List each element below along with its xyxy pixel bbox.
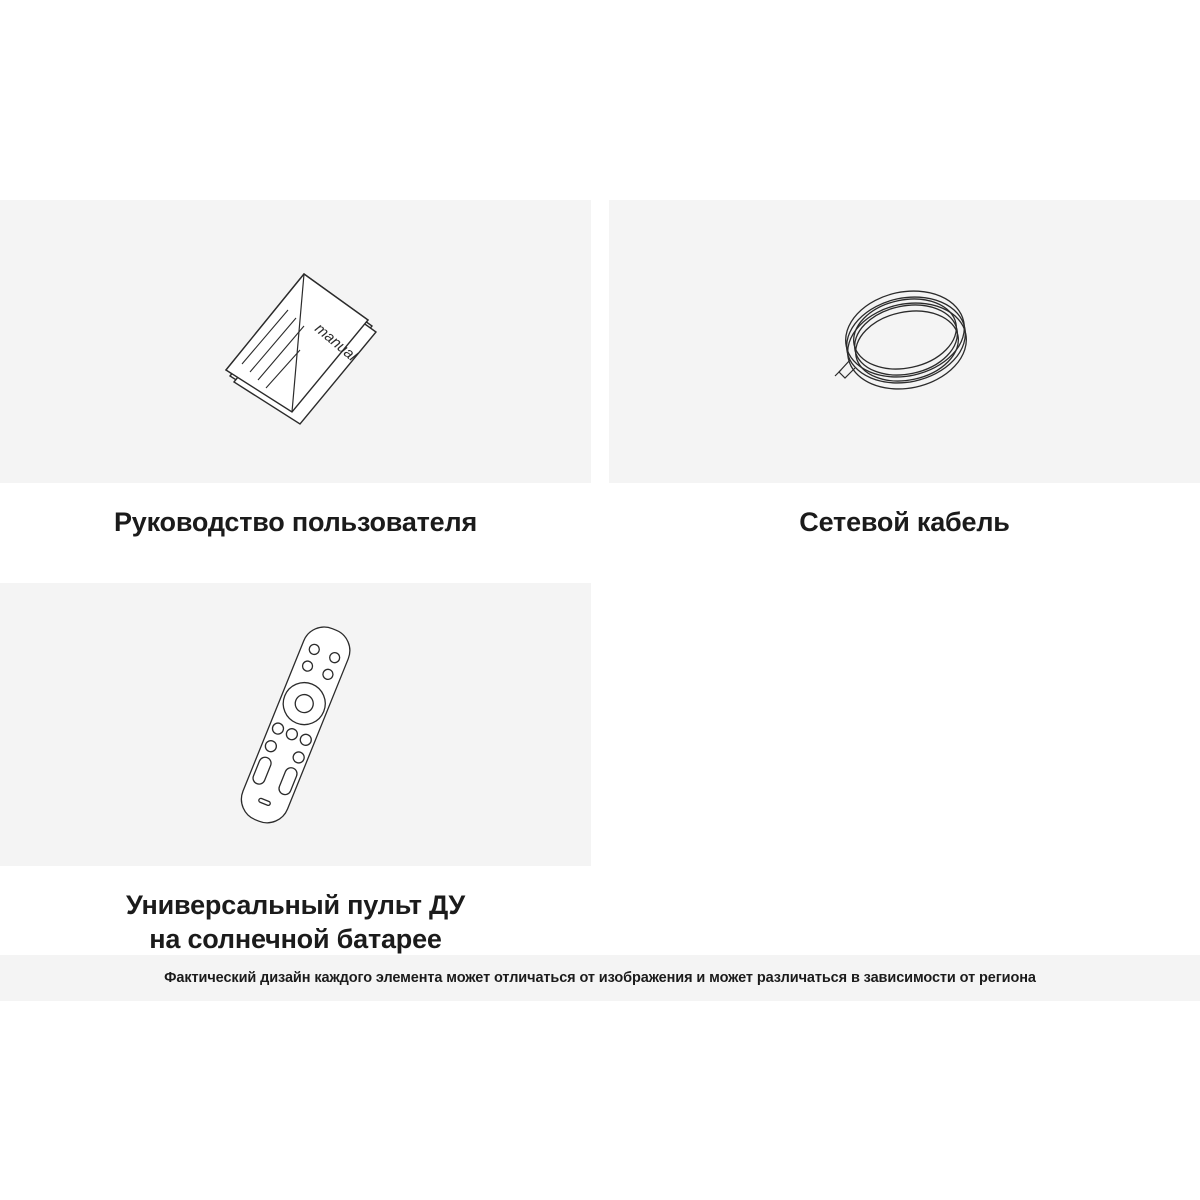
user-manual-booklet-icon xyxy=(196,252,396,432)
accessory-card-manual xyxy=(0,200,591,540)
accessory-image-power-cable xyxy=(609,200,1200,483)
solar-remote-control-icon xyxy=(196,604,396,844)
accessory-caption-remote xyxy=(126,888,465,957)
accessory-image-remote xyxy=(0,583,591,866)
power-cable-coil-icon xyxy=(805,272,1005,412)
accessory-card-empty xyxy=(609,583,1200,957)
accessory-image-manual xyxy=(0,200,591,483)
footer-disclaimer-text: Фактический дизайн каждого элемента может отличаться от изображения и может различаться в зависимости от региона xyxy=(164,970,1036,986)
accessories-grid xyxy=(0,200,1200,957)
accessories-row-2 xyxy=(0,583,1200,957)
accessory-caption-power-cable: Сетевой кабель xyxy=(799,507,1010,537)
accessory-caption-remote-line2: на солнечной батарее xyxy=(149,924,442,955)
footer-disclaimer xyxy=(0,955,1200,1001)
accessory-card-power-cable xyxy=(609,200,1200,540)
booklet-label: manual xyxy=(310,319,360,365)
accessories-row-1 xyxy=(0,200,1200,540)
accessory-caption-manual: Руководство пользователя xyxy=(113,507,478,537)
accessory-caption-remote-line1: Универсальный пульт ДУ xyxy=(125,889,466,920)
accessory-card-remote xyxy=(0,583,591,957)
